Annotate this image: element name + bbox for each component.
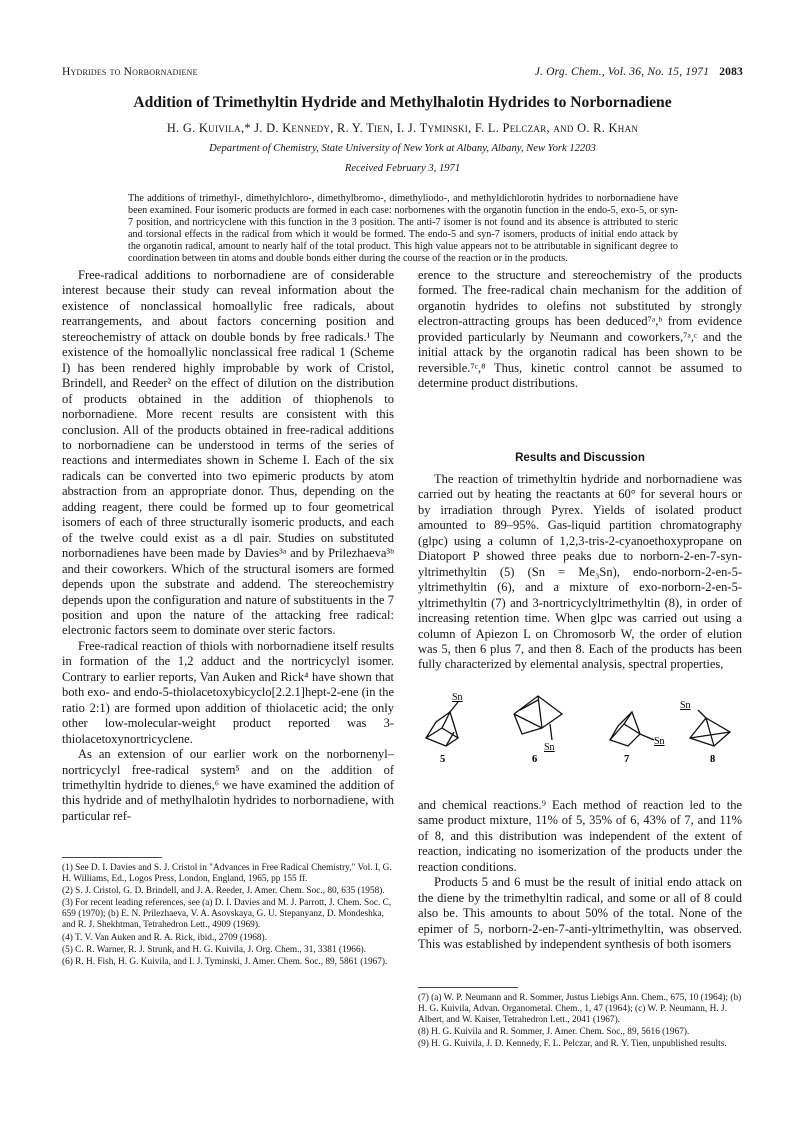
running-title: Hydrides to Norbornadiene: [62, 66, 198, 78]
structures-figure: [418, 688, 742, 763]
structure-7-sn-label: Sn: [654, 736, 665, 747]
structure-7-bridge: [624, 712, 640, 734]
structure-6-lower: [514, 714, 542, 734]
footnote: (5) C. R. Warner, R. J. Strunk, and H. G. Kuivila, J. Org. Chem., 31, 3381 (1966).: [62, 944, 367, 955]
footnotes-right: [418, 993, 742, 1051]
structure-8-sn-label: Sn: [680, 700, 691, 711]
structure-5-bridge-b: [426, 712, 450, 738]
paragraph: erence to the structure and stereochemistry of the products formed. The free-radical chain mechanism for the addition of organotin hydrides to olefins not substituted by strongly electron-attracting groups has been deduced⁷ᵃ,ᵇ from evidence provided particularly by Neumann and coworkers,⁷ᵃ,ᶜ and the initial attack by the organotin radical has been shown to be reversible.⁷ᶜ,⁸ Thus, kinetic control cannot be assumed to determine product distributions.: [418, 268, 742, 391]
affiliation: Department of Chemistry, State University of New York at Albany, Albany, New York 12203: [209, 143, 596, 154]
section-heading: Results and Discussion: [515, 452, 645, 464]
journal-citation: [535, 66, 743, 78]
structure-6-bridge: [538, 696, 542, 728]
structure-5-sn-label: Sn: [452, 692, 463, 703]
footnotes-left: [62, 863, 394, 969]
footnote: (8) H. G. Kuivila and R. Sommer, J. Amer. Chem. Soc., 89, 5616 (1967).: [418, 1027, 690, 1038]
footnote: (1) See D. I. Davies and S. J. Cristol in "Advances in Free Radical Chemistry," Vol. I, G. H. Williams, Ed., Logos Press, London, England, 1965, pp 155 ff.: [62, 863, 392, 885]
structure-6-sn-label: Sn: [544, 742, 555, 753]
paper-title: Addition of Trimethyltin Hydride and Methylhalotin Hydrides to Norbornadiene: [133, 94, 672, 111]
abstract: The additions of trimethyl-, dimethylchloro-, dimethylbromo-, dimethyliodo-, and methyldichlorotin hydrides to norbornadiene have been examined. Four isomeric products are formed in each case: norbornenes with the organotin function in the endo-5, exo-5, or syn-7 position, and nortricyclene with this function in the 3 position. The anti-7 isomer is not found and its absence is attributed to steric and torsional effects in the radical from which it would be formed. The endo-5 and syn-7 isomers, products of initial endo attack by the organotin radical, amount to nearly half of the total product. This high value appears not to be attributable in significant degree to coordination between tin atoms and double bonds either during the course of the reaction or in the products.: [128, 193, 678, 264]
received-date: Received February 3, 1971: [344, 163, 461, 174]
author-list: H. G. Kuivila,* J. D. Kennedy, R. Y. Tien, I. J. Tyminski, F. L. Pelczar, and O. R. Khan: [166, 121, 639, 135]
structure-7-label: 7: [624, 754, 630, 763]
paragraph: Free-radical reaction of thiols with norbornadiene itself results in formation of the 1,2 adduct and the nortricyclyl isomer. Contrary to earlier reports, Van Auken and Rick⁴ have shown that both exo- and endo-5-thiolacetoxybicyclo[2.2.1]hept-2-ene (in the ratio 2:1) are formed upon addition of thiolacetic acid; the only other low-molecular-weight product reported was 3-thiolacetoxynortricyclene.: [62, 638, 394, 746]
left-column: [62, 268, 394, 824]
structure-6-double: [520, 700, 538, 710]
right-column-bottom: [418, 798, 742, 953]
paragraph: The reaction of trimethyltin hydride and norbornadiene was carried out by heating the reactants at 60° for several hours or by irradiation through Pyrex. Yields of isolated product amounted to 89–95%. Gas-liquid partition chromatography (glpc) using a column of 1,2,3-tris-2-cyanoethoxypropane on Diatoport P showed three peaks due to norborn-2-en-7-syn-yltrimethyltin (5) (Sn = Me₃Sn), endo-norborn-2-en-5-yltrimethyltin (6), and a mixture of exo-norborn-2-en-5-yltrimethyltin (7) and 3-nortricyclyltrimethyltin (8), in order of increasing retention time. When glpc was carried out using a column of Apiezon L on Chromosorb W, the order of elution was 5, then 6 plus 7, and then 8. Each of the products has been fully characterized by elemental analysis, spectral properties,: [418, 472, 742, 672]
right-column-top: [418, 268, 742, 392]
structure-8: [690, 710, 730, 746]
page-number: 2083: [719, 66, 743, 78]
journal-name: J. Org. Chem., Vol. 36, No. 15, 1971: [534, 66, 710, 78]
footnote: (9) H. G. Kuivila, J. D. Kennedy, F. L. Pelczar, and R. Y. Tien, unpublished results.: [418, 1039, 727, 1050]
paragraph: and chemical reactions.⁹ Each method of reaction led to the same product mixture, 11% of 5, 35% of 6, 43% of 7, and 11% of 8, and this distribution was independent of the extent of reaction, indicating no isomerization of the products under the reaction conditions.: [418, 798, 742, 874]
paragraph: Products 5 and 6 must be the result of initial endo attack on the diene by the trimethyltin radical, and some or all of 8 could also be. This amounts to about 50% of the total. None of the epimer of 5, norborn-2-en-7-anti-yltrimethyltin, was observed. This was established by independent synthesis of both isomers: [418, 875, 742, 952]
paragraph: Free-radical additions to norbornadiene are of considerable interest because their study can reveal information about the existence of nonclassical homoallylic free radicals, about rearrangements, and about factors concerning position and stereochemistry of attack on double bonds by free radicals.¹ The existence of the homoallylic nonclassical free radical 1 (Scheme I) has been rendered highly improbable by work of Cristol, Brindell, and Reeder² on the effect of dilution on the distribution of products obtained in the addition of thiophenols to norbornadiene. More recent results are consistent with this conclusion. All of the products obtained in free-radical additions to norbornadiene can be understood in terms of the series of reactions and intermediates shown in Scheme I. Each of the six radicals can be converted into two epimeric products by atom abstraction from an appropriate donor. Thus, depending on the adding reagent, there could be formed up to four geometrical isomers of each of three structurally isomeric products, and each of the twelve could exist as a dl pair. Studies on substituted norbornadienes have been made by Davies³ᵃ and by Prilezhaeva³ᵇ and their coworkers. Which of the structural isomers are formed depends upon the substrate and addend. The stereochemistry depends upon the configuration and nature of substituents in the 7 position and upon the nature of the attacking free radical: electronic factors seem to dominate over steric factors.: [62, 268, 394, 638]
footnote: (3) For recent leading references, see (a) D. I. Davies and M. J. Parrott, J. Chem. Soc. C, 659 (1970); (b) E. N. Prilezhaeva, V. A. Asovskaya, G. U. Stepanyanz, D. Mondeshka, and R. J. Shekhtman, Tetrahedron Lett., 4909 (1969).: [62, 898, 392, 931]
structure-5-sn-bond: [450, 702, 458, 712]
footnote: (6) R. H. Fish, H. G. Kuivila, and I. J. Tyminski, J. Amer. Chem. Soc., 89, 5861 (1967).: [62, 956, 388, 967]
right-column-mid: [418, 472, 742, 673]
footnote: (4) T. V. Van Auken and R. A. Rick, ibid., 2709 (1968).: [62, 932, 267, 943]
structure-8-label: 8: [710, 754, 716, 763]
structure-6-sn-bond: [550, 724, 552, 740]
structure-7-sn-bond: [640, 734, 654, 740]
structure-6-label: 6: [532, 754, 538, 763]
structure-7: [610, 712, 654, 746]
paragraph: As an extension of our earlier work on the norbornenyl–nortricyclyl free-radical system⁵ and on the addition of trimethyltin hydride to dienes,⁶ we have examined the addition of this hydride and of methylhalotin hydrides to norbornadiene, with particular ref-: [62, 747, 394, 823]
structure-7-ring: [610, 724, 640, 746]
footnote-divider: [62, 857, 162, 858]
structure-5-label: 5: [440, 754, 446, 763]
structure-5: [426, 702, 458, 746]
footnote-divider-right: [418, 987, 518, 988]
structure-6: [514, 696, 562, 740]
footnote: (2) S. J. Cristol, G. D. Brindell, and J. A. Reeder, J. Amer. Chem. Soc., 80, 635 (1958).: [62, 886, 385, 897]
footnote: (7) (a) W. P. Neumann and R. Sommer, Justus Liebigs Ann. Chem., 675, 10 (1964); (b) H. G. Kuivila, Advan. Organometal. Chem., 1, 47 (1964); (c) W. P. Neumann, H. J. Albert, and W. Kaiser, Tetrahedron Lett., 2041 (1967).: [418, 993, 742, 1026]
structure-8-sn-bond: [698, 710, 706, 718]
